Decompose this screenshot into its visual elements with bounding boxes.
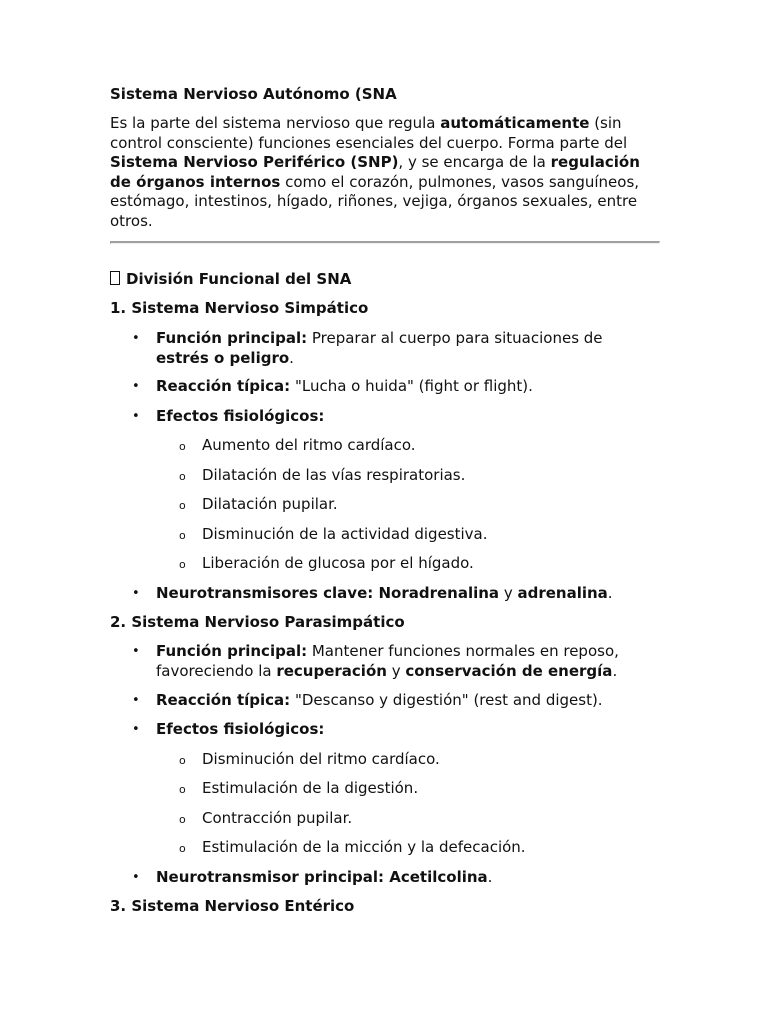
bullet-bold: Noradrenalina [373,584,500,602]
sympathetic-effect-item: o Disminución de la actividad digestiva. [202,525,642,545]
intro-text: , y se encarga de la [398,153,551,172]
sympathetic-effect-item: o Dilatación de las vías respiratorias. [202,466,642,486]
bullet-label: Efectos fisiológicos: [156,407,325,425]
division-heading [110,270,351,290]
intro-bold-snp: Sistema Nervioso Periférico (SNP) [110,153,399,172]
bullet-text: y [386,661,406,680]
bullet-text: Mantener funciones normales en reposo, favoreciendo la [156,642,619,680]
intro-text: como el corazón, pulmones, vasos sanguíneos, estómago, intestinos, hígado, riñones, vejiga, órganos sexuales, entre otros. [110,172,640,230]
intro-text: (sin control consciente) funciones esenciales del cuerpo. Forma parte del [110,114,628,152]
division-heading-text: División Funcional del SNA [126,270,352,288]
bullet-text: "Lucha o huida" (fight or flight). [290,377,533,395]
sympathetic-effect-item: o Dilatación pupilar. [202,495,642,515]
parasympathetic-effect-item: o Disminución del ritmo cardíaco. [202,750,642,770]
bullet-label: Neurotransmisor principal: [156,868,385,886]
bullet-bold: conservación de energía [405,661,613,680]
intro-bold-automatic: automáticamente [440,114,590,132]
sympathetic-neuro-item [156,584,656,604]
missing-glyph-icon [110,271,120,285]
document-title: Sistema Nervioso Autónomo (SNA [110,85,397,103]
sympathetic-effect-item: o Liberación de glucosa por el hígado. [202,554,642,574]
parasympathetic-reaction-item [156,691,656,711]
bullet-text: Preparar al cuerpo para situaciones de [307,329,603,347]
bullet-end: . [289,348,294,367]
intro-bold-regulation: regulación de órganos internos [110,153,640,191]
bullet-label: Neurotransmisores clave: [156,584,374,602]
horizontal-divider [110,241,660,244]
parasympathetic-effects-item [156,720,656,740]
bullet-text: y [499,584,518,602]
parasympathetic-effect-item: o Estimulación de la micción y la defecación. [202,838,642,858]
sympathetic-heading: 1. Sistema Nervioso Simpático [110,299,369,317]
bullet-label: Reacción típica: [156,377,291,395]
parasympathetic-heading: 2. Sistema Nervioso Parasimpático [110,613,405,631]
parasympathetic-effect-item: o Estimulación de la digestión. [202,779,642,799]
bullet-bold: estrés o peligro [156,348,290,367]
sympathetic-effect-item: o Aumento del ritmo cardíaco. [202,436,642,456]
bullet-end: . [487,868,493,886]
bullet-label: Reacción típica: [156,691,291,709]
parasympathetic-effect-item: o Contracción pupilar. [202,809,642,829]
intro-text: Es la parte del sistema nervioso que regula [110,114,441,132]
sympathetic-effects-item [156,407,656,427]
bullet-end: . [612,661,618,680]
bullet-bold: Acetilcolina [384,868,488,886]
intro-paragraph [110,114,658,232]
bullet-text: "Descanso y digestión" (rest and digest). [290,691,603,709]
bullet-end: . [607,584,613,602]
sympathetic-reaction-item [156,377,656,397]
sympathetic-function-item [156,329,656,368]
parasympathetic-neuro-item [156,868,656,888]
bullet-label: Efectos fisiológicos: [156,720,325,738]
enteric-heading: 3. Sistema Nervioso Entérico [110,897,355,915]
bullet-bold: recuperación [276,661,387,680]
bullet-bold: adrenalina [517,584,608,602]
bullet-label: Función principal: [156,642,308,660]
bullet-label: Función principal: [156,329,308,347]
parasympathetic-function-item [156,642,656,681]
